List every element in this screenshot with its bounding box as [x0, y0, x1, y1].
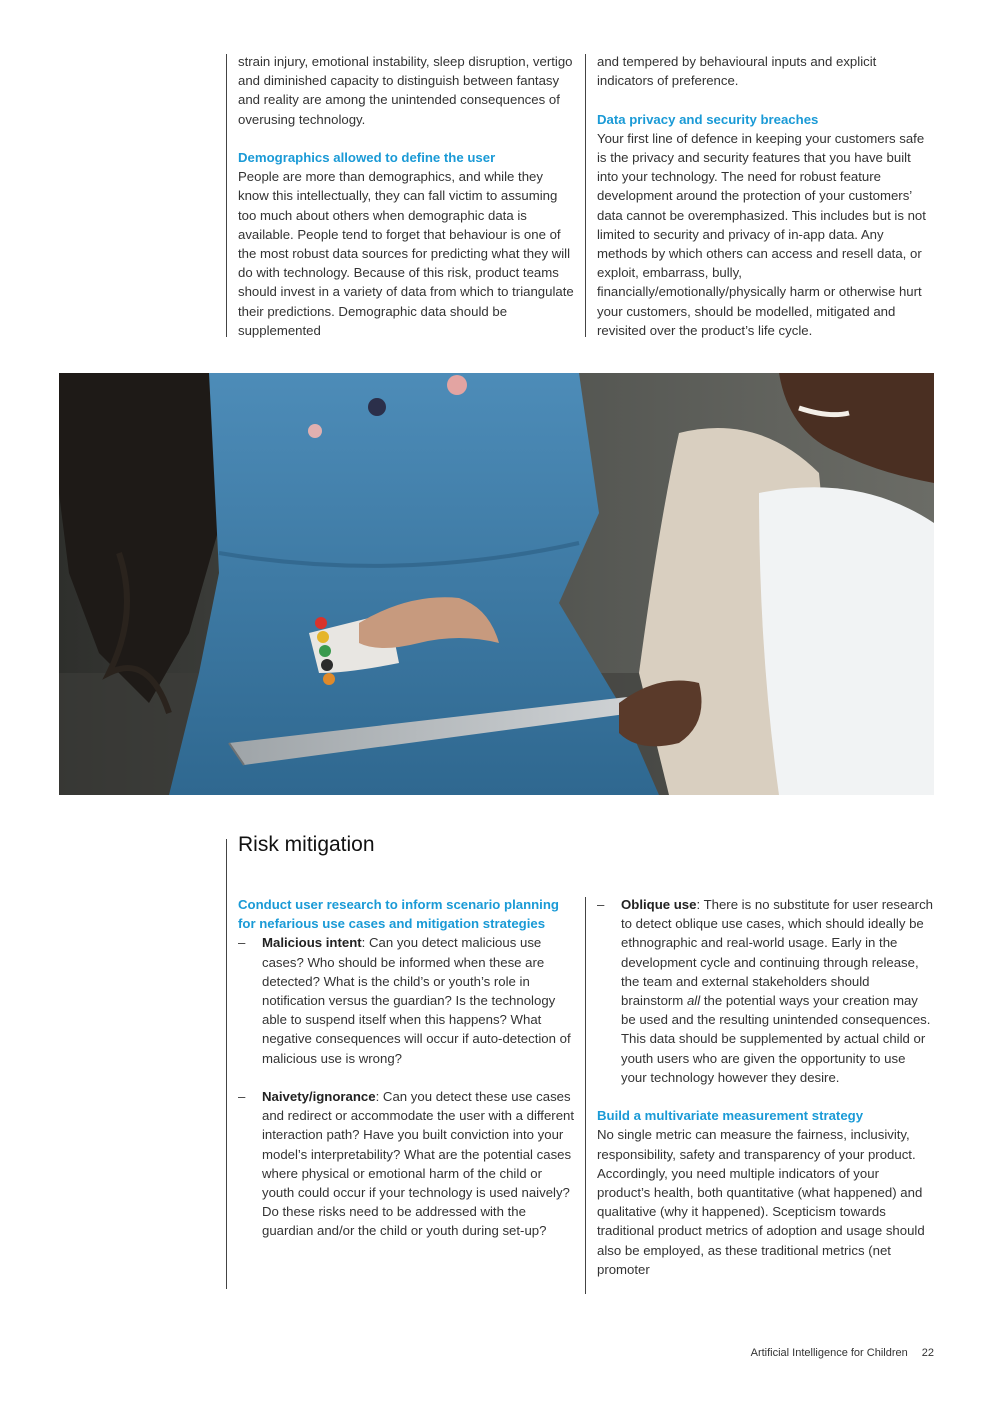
bullet-term: Malicious intent	[262, 935, 362, 951]
bottom-right-column	[597, 895, 933, 1279]
subheading: Conduct user research to inform scenario planning for nefarious use cases and mitigation strategies	[238, 897, 559, 932]
bullet-dash: –	[238, 935, 246, 951]
body-paragraph: No single metric can measure the fairness, inclusivity, responsibility, safety and transparency of your product. Accordingly, you need multiple indicators of your product’s health, both quantitative (what happened) and qualitative (why it happened). Scepticism towards traditional product metrics of adoption and usage should also be employed, as these traditional metrics (net promoter	[597, 1127, 925, 1277]
column-rule-top-right	[585, 54, 586, 337]
subheading: Build a multivariate measurement strategy	[597, 1108, 864, 1124]
column-rule-top-left	[226, 54, 227, 337]
bullet-text: : Can you detect these use cases and redirect or accommodate the user with a different interaction path? Have you built conviction into your model’s interpretability? What are the potential cases where physical or emotional harm of the child or youth could occur if your technology is used naively? Do these risks need to be addressed with the guardian and/or the child or youth during set-up?	[262, 1089, 575, 1239]
section-title-rule	[226, 839, 227, 1289]
bullet-text: the potential ways your creation may be used and the resulting unintended consequences. This data should be supplemented by actual child or youth users who are given the opportunity to use your technology however they desire.	[621, 993, 931, 1085]
body-paragraph: People are more than demographics, and while they know this intellectually, they can fall victim to assuming too much about others when demographic data is available. People tend to forget that behaviour is one of the most robust data sources for predicting what they will do with technology. Because of this risk, product teams should invest in a variety of data from which to triangulate their predictions. Demographic data should be supplemented	[238, 169, 574, 338]
body-paragraph: and tempered by behavioural inputs and explicit indicators of preference.	[597, 54, 877, 89]
bullet-dash: –	[597, 897, 605, 912]
bullet-item	[597, 895, 933, 1087]
children-with-tablet-photo	[59, 373, 934, 795]
page-number: 22	[921, 1347, 934, 1359]
bullet-emphasis: all	[686, 993, 701, 1009]
bullet-text: : Can you detect malicious use cases? Who should be informed when these are detected? What is the child’s or youth’s role in notification versus the guardian? Is the technology able to suspend itself when this happens? What negative consequences will occur if auto-detection of malicious use is wrong?	[262, 935, 571, 1066]
section-title: Risk mitigation	[238, 833, 375, 856]
bullet-term: Naivety/ignorance	[262, 1089, 376, 1105]
page-footer	[751, 1347, 934, 1359]
body-paragraph: strain injury, emotional instability, sleep disruption, vertigo and diminished capacity to distinguish between fantasy and reality are among the unintended consequences of overusing technology.	[238, 54, 573, 127]
bottom-left-column	[238, 895, 576, 1241]
subheading: Demographics allowed to define the user	[238, 150, 496, 165]
bullet-text: : There is no substitute for user research to detect oblique use cases, which should ideally be ethnographic and real-world usage. Early in the development cycle and continuing through release, the team and external stakeholders should brainstorm	[621, 897, 933, 1009]
bullet-item	[238, 933, 576, 1067]
subheading: Data privacy and security breaches	[597, 111, 819, 127]
bullet-item	[238, 1087, 576, 1241]
bullet-term: Oblique use	[621, 897, 697, 912]
footer-title: Artificial Intelligence for Children	[750, 1347, 908, 1359]
body-paragraph: Your first line of defence in keeping your customers safe is the privacy and security features that you have built into your technology. The need for robust feature development around the protection of your customers’ data cannot be overemphasized. This includes but is not limited to security and privacy of in-app data. Any methods by which others can access and resell data, or exploit, embarrass, bully, financially/emotionally/physically harm or otherwise hurt your customers, should be modelled, mitigated and revisited over the product’s life cycle.	[597, 130, 926, 338]
bullet-dash: –	[238, 1089, 246, 1105]
column-rule-bottom-right	[585, 897, 586, 1294]
top-right-column	[597, 52, 933, 340]
top-left-column	[238, 52, 576, 340]
